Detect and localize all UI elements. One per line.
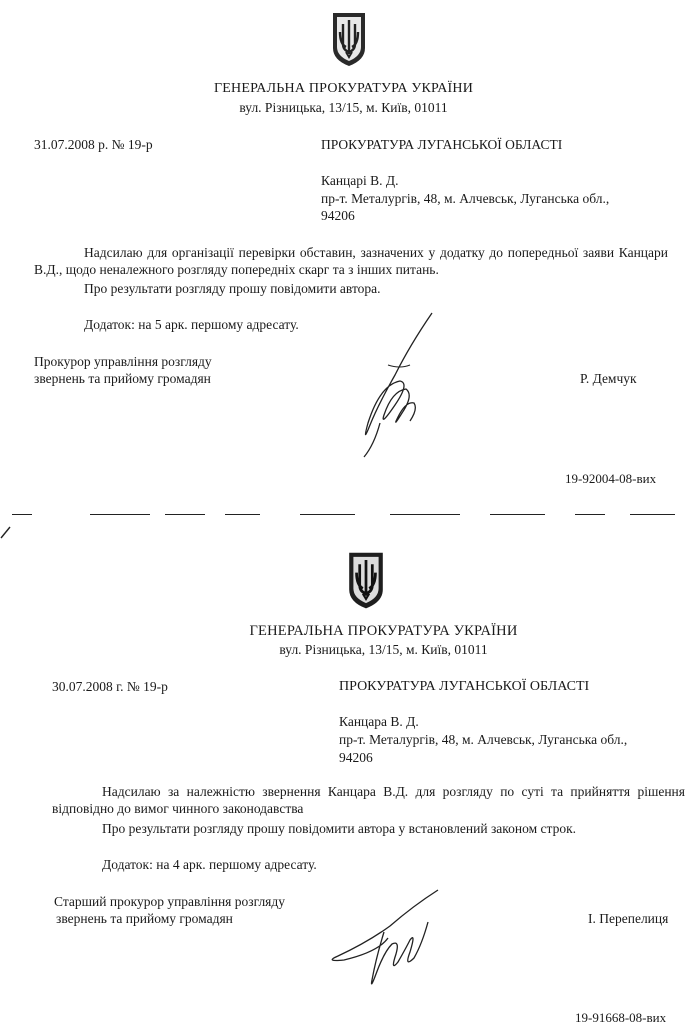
org-name: ГЕНЕРАЛЬНА ПРОКУРАТУРА УКРАЇНИ bbox=[249, 623, 518, 639]
outgoing-number: 19-91668-08-вих bbox=[575, 1010, 667, 1025]
signature-icon bbox=[318, 882, 448, 992]
body-paragraph-1: Надсилаю за належністю звернення Канцара В.Д. для розгляду по суті та прийняття рішення відповідно до вимог чинного законодавства bbox=[52, 784, 685, 816]
attachment-note: Додаток: на 5 арк. першому адресату. bbox=[84, 317, 299, 332]
date-number: 30.07.2008 г. № 19-р bbox=[52, 679, 168, 694]
signer-name: Р. Демчук bbox=[580, 371, 637, 386]
separator-line bbox=[0, 514, 687, 518]
signer-title-line-2: звернень та прийому громадян bbox=[56, 911, 233, 926]
body-paragraph-2: Про результати розгляду прошу повідомити автора. bbox=[84, 281, 381, 296]
addressee-street: пр-т. Металургів, 48, м. Алчевськ, Луганська обл., bbox=[339, 732, 628, 747]
attachment-note: Додаток: на 4 арк. першому адресату. bbox=[102, 857, 317, 872]
letter-2 bbox=[0, 520, 687, 1024]
addressee-name: Канцарі В. Д. bbox=[321, 173, 399, 188]
letter-1 bbox=[0, 0, 687, 510]
signer-title-line-1: Старший прокурор управління розгляду bbox=[54, 894, 286, 909]
org-name: ГЕНЕРАЛЬНА ПРОКУРАТУРА УКРАЇНИ bbox=[214, 81, 473, 96]
body-paragraph-2: Про результати розгляду прошу повідомити автора у встановлений законом строк. bbox=[102, 821, 577, 836]
signature-icon bbox=[340, 305, 450, 465]
signer-title-line-2: звернень та прийому громадян bbox=[34, 371, 211, 386]
body-paragraph-1: Надсилаю для організації перевірки обставин, зазначених у додатку до попередньої заяви Канцари В.Д., щодо неналежного розгляду попередніх скарг та з інших питань. bbox=[34, 245, 668, 277]
date-number: 31.07.2008 р. № 19-р bbox=[34, 137, 153, 152]
signer-title-line-1: Прокурор управління розгляду bbox=[34, 354, 212, 369]
recipient-org: ПРОКУРАТУРА ЛУГАНСЬКОЇ ОБЛАСТІ bbox=[321, 137, 563, 152]
addressee-street: пр-т. Металургів, 48, м. Алчевськ, Луганська обл., bbox=[321, 191, 610, 206]
addressee-zip: 94206 bbox=[321, 208, 355, 223]
signer-name: І. Перепелиця bbox=[588, 911, 669, 926]
addressee-zip: 94206 bbox=[339, 750, 373, 765]
addressee-name: Канцара В. Д. bbox=[339, 714, 419, 729]
outgoing-number: 19-92004-08-вих bbox=[565, 471, 657, 486]
coat-of-arms-icon bbox=[329, 10, 369, 68]
org-address: вул. Різницька, 13/15, м. Київ, 01011 bbox=[239, 100, 448, 115]
recipient-org: ПРОКУРАТУРА ЛУГАНСЬКОЇ ОБЛАСТІ bbox=[339, 679, 590, 694]
coat-of-arms-icon bbox=[345, 548, 387, 612]
org-address: вул. Різницька, 13/15, м. Київ, 01011 bbox=[279, 642, 488, 657]
